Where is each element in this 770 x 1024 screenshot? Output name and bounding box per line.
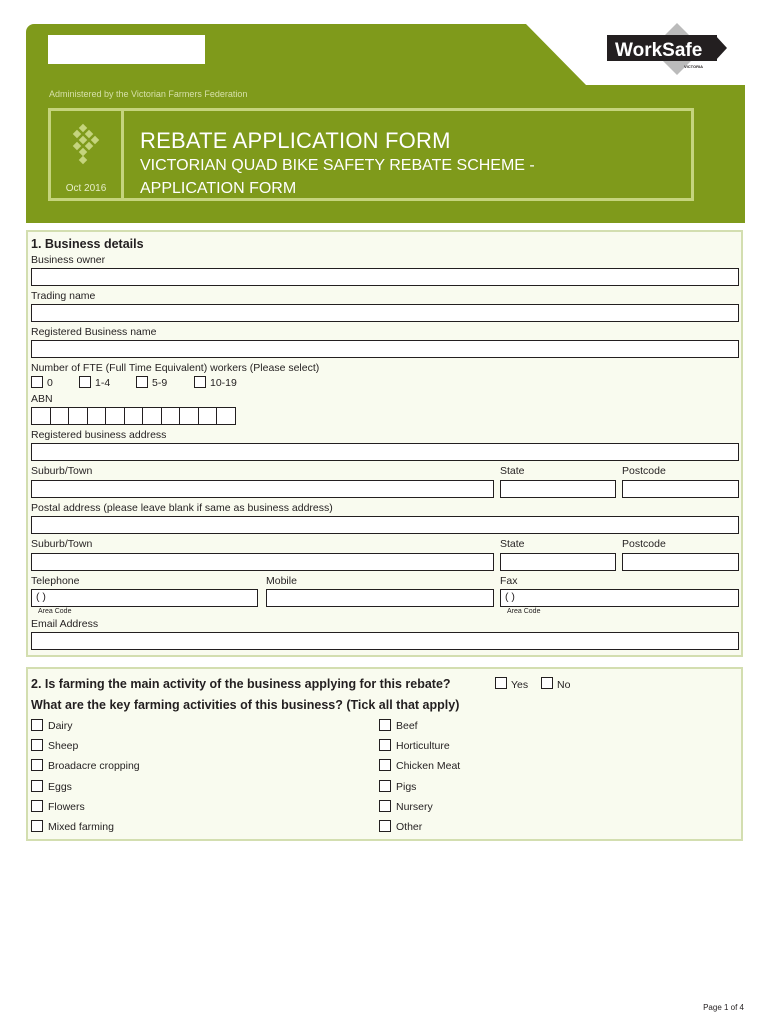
page-number: Page 1 of 4 xyxy=(703,1003,744,1012)
brand-sub: VICTORIA xyxy=(684,64,704,69)
chicken-meat-label: Chicken Meat xyxy=(396,760,461,772)
sheep-checkbox[interactable] xyxy=(31,739,43,751)
farming-yes-label: Yes xyxy=(511,679,529,691)
address-label: Registered business address xyxy=(31,429,167,441)
title-frame xyxy=(48,108,694,201)
horticulture-checkbox[interactable] xyxy=(379,739,391,751)
form-date: Oct 2016 xyxy=(65,183,107,194)
fte-5-9-checkbox[interactable] xyxy=(136,376,148,388)
broadacre-label: Broadacre cropping xyxy=(48,760,140,772)
fte-1-4-checkbox[interactable] xyxy=(79,376,91,388)
chicken-meat-checkbox[interactable] xyxy=(379,759,391,771)
other-label: Other xyxy=(396,821,423,833)
admin-text: Administered by the Victorian Farmers Federation xyxy=(49,89,248,99)
dairy-label: Dairy xyxy=(48,720,73,732)
fte-label: Number of FTE (Full Time Equivalent) workers (Please select) xyxy=(31,362,320,374)
postcode-label: Postcode xyxy=(622,465,666,477)
nursery-label: Nursery xyxy=(396,801,433,813)
broadacre-checkbox[interactable] xyxy=(31,759,43,771)
registered-name-field[interactable] xyxy=(31,340,739,358)
form-subtitle xyxy=(140,154,535,200)
abn-label: ABN xyxy=(31,393,53,405)
beef-label: Beef xyxy=(396,720,418,732)
fte-5-9-label: 5-9 xyxy=(152,377,168,389)
telephone-field[interactable] xyxy=(31,589,258,607)
header-blank-box xyxy=(48,35,205,64)
beef-checkbox[interactable] xyxy=(379,719,391,731)
fte-10-19-label: 10-19 xyxy=(210,377,237,389)
fax-paren: ( ) xyxy=(505,591,515,603)
trading-name-label: Trading name xyxy=(31,290,96,302)
mobile-field[interactable] xyxy=(266,589,494,607)
fte-0-label: 0 xyxy=(47,377,53,389)
eggs-checkbox[interactable] xyxy=(31,780,43,792)
pigs-checkbox[interactable] xyxy=(379,780,391,792)
form-title: REBATE APPLICATION FORM xyxy=(140,128,451,153)
telephone-area-code: Area Code xyxy=(38,608,72,615)
flowers-label: Flowers xyxy=(48,801,85,813)
trading-name-field[interactable] xyxy=(31,304,739,322)
other-checkbox[interactable] xyxy=(379,820,391,832)
email-field[interactable] xyxy=(31,632,739,650)
postcode2-label: Postcode xyxy=(622,538,666,550)
registered-name-label: Registered Business name xyxy=(31,326,157,338)
farming-no-label: No xyxy=(557,679,571,691)
nursery-checkbox[interactable] xyxy=(379,800,391,812)
subtitle-line-1: VICTORIAN QUAD BIKE SAFETY REBATE SCHEME - xyxy=(140,157,535,174)
subtitle-line-2: APPLICATION FORM xyxy=(140,180,297,197)
suburb-field[interactable] xyxy=(31,480,494,498)
suburb-label: Suburb/Town xyxy=(31,465,93,477)
suburb2-field[interactable] xyxy=(31,553,494,571)
flowers-checkbox[interactable] xyxy=(31,800,43,812)
mixed-farming-label: Mixed farming xyxy=(48,821,114,833)
suburb2-label: Suburb/Town xyxy=(31,538,93,550)
postal-label: Postal address (please leave blank if same as business address) xyxy=(31,502,333,514)
telephone-paren: ( ) xyxy=(36,591,46,603)
address-field[interactable] xyxy=(31,443,739,461)
fte-10-19-checkbox[interactable] xyxy=(194,376,206,388)
horticulture-label: Horticulture xyxy=(396,740,450,752)
fax-field[interactable] xyxy=(500,589,739,607)
farming-panel xyxy=(26,667,743,841)
worksafe-logo xyxy=(607,23,729,75)
state-field[interactable] xyxy=(500,480,616,498)
state2-field[interactable] xyxy=(500,553,616,571)
postal-field[interactable] xyxy=(31,516,739,534)
abn-field[interactable] xyxy=(31,407,235,425)
state-label: State xyxy=(500,465,525,477)
mixed-farming-checkbox[interactable] xyxy=(31,820,43,832)
sheep-label: Sheep xyxy=(48,740,79,752)
section1-heading: 1. Business details xyxy=(31,237,144,251)
vff-diamond-icon xyxy=(69,123,103,165)
activities-question: What are the key farming activities of this business? (Tick all that apply) xyxy=(31,698,460,712)
postcode-field[interactable] xyxy=(622,480,739,498)
section2-question: 2. Is farming the main activity of the business applying for this rebate? xyxy=(31,677,451,691)
email-label: Email Address xyxy=(31,618,99,630)
fte-0-checkbox[interactable] xyxy=(31,376,43,388)
brand-text: WorkSafe xyxy=(615,40,703,61)
business-owner-field[interactable] xyxy=(31,268,739,286)
dairy-checkbox[interactable] xyxy=(31,719,43,731)
farming-no-checkbox[interactable] xyxy=(541,677,553,689)
fte-1-4-label: 1-4 xyxy=(95,377,111,389)
fax-label: Fax xyxy=(500,575,518,587)
farming-yes-checkbox[interactable] xyxy=(495,677,507,689)
mobile-label: Mobile xyxy=(266,575,297,587)
fax-area-code: Area Code xyxy=(507,608,541,615)
pigs-label: Pigs xyxy=(396,781,417,793)
eggs-label: Eggs xyxy=(48,781,72,793)
telephone-label: Telephone xyxy=(31,575,80,587)
postcode2-field[interactable] xyxy=(622,553,739,571)
business-owner-label: Business owner xyxy=(31,254,106,266)
state2-label: State xyxy=(500,538,525,550)
